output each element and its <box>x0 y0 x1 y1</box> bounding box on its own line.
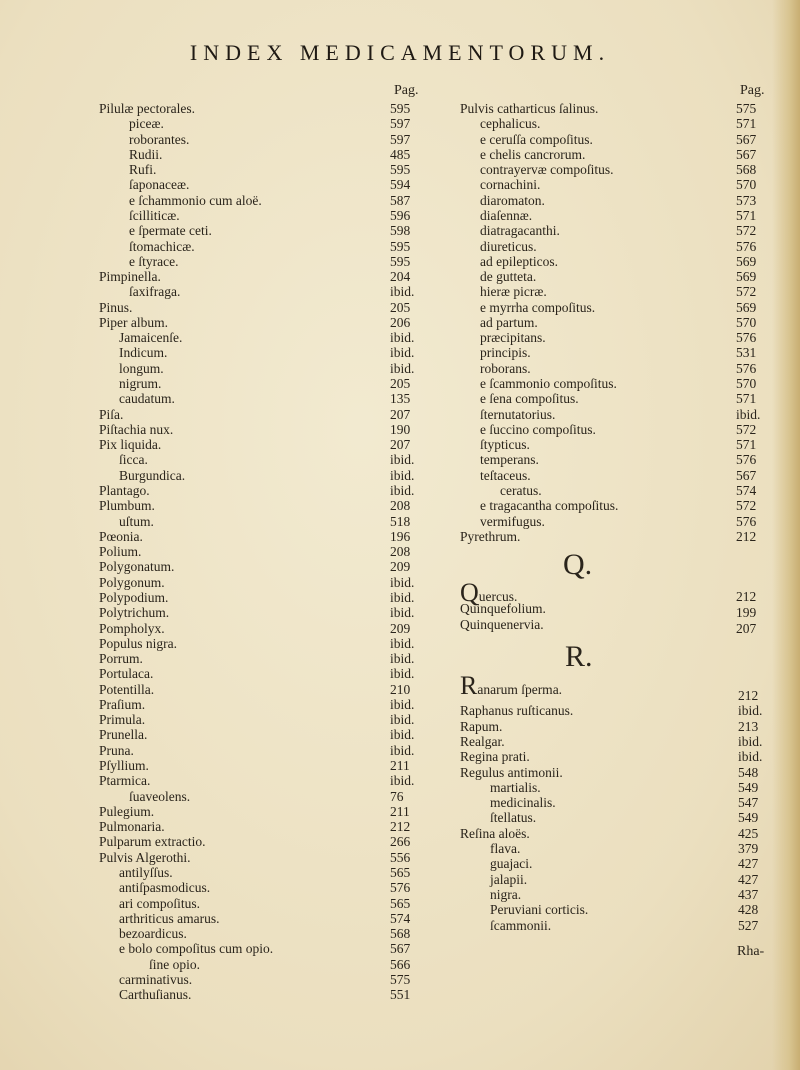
index-entry <box>490 887 521 903</box>
index-entry: Praſium. <box>99 696 146 712</box>
page-number: ibid. <box>736 406 761 422</box>
page-number: ibid. <box>390 666 415 682</box>
index-entry: e ſpermate ceti. <box>129 223 212 239</box>
page-number: 570 <box>736 314 757 330</box>
page-number: 595 <box>390 238 411 254</box>
page-number: 199 <box>736 605 757 620</box>
page-number: 569 <box>736 253 757 269</box>
page-number: 595 <box>390 101 411 116</box>
index-entry: Carthuſianus. <box>119 987 192 1003</box>
entry-text: Quinquenervia. <box>460 617 544 632</box>
index-entry: ſternutatorius. <box>480 406 556 422</box>
page-number: 208 <box>390 498 411 514</box>
index-entry: e chelis cancrorum. <box>480 146 586 162</box>
page-number: 572 <box>736 223 757 239</box>
page-number: 572 <box>736 421 757 437</box>
index-entry: Primula. <box>99 712 146 728</box>
index-entry: præcipitans. <box>480 330 546 346</box>
entry-text: uercus. <box>478 589 518 604</box>
page-number: 190 <box>390 421 411 437</box>
drop-capital: R <box>460 671 478 700</box>
page-title: INDEX MEDICAMENTORUM. <box>189 40 611 65</box>
index-entry: Pinus. <box>99 299 133 315</box>
index-entry: e bolo compoſitus cum opio. <box>119 941 274 957</box>
catchword: Rha- <box>737 944 765 959</box>
page-number: 567 <box>736 131 757 147</box>
index-entry: ſcilliticæ. <box>129 207 180 223</box>
page-number: 574 <box>390 910 411 926</box>
page-number: 209 <box>390 620 411 636</box>
index-entry: uſtum. <box>119 513 154 529</box>
index-entry: principis. <box>480 345 531 361</box>
index-entry: ceratus. <box>500 483 542 498</box>
page-number: 211 <box>390 758 410 774</box>
index-entry: ſtypticus. <box>480 437 530 453</box>
index-entry: de gutteta. <box>480 269 537 285</box>
page-number: 565 <box>390 865 411 880</box>
page-number: 518 <box>390 513 411 529</box>
page-number: 379 <box>738 841 759 856</box>
index-entry: Piſa. <box>99 406 124 422</box>
entry-text: Regulus antimonii. <box>460 764 563 780</box>
index-entry: Populus nigra. <box>99 635 178 651</box>
index-entry <box>490 918 551 934</box>
page-number: 212 <box>736 589 757 604</box>
index-entry <box>490 795 556 811</box>
page-number: 576 <box>736 330 757 346</box>
entry-text: martialis. <box>490 779 541 795</box>
index-entry: e myrrha compoſitus. <box>480 299 596 315</box>
page-number: ibid. <box>390 467 415 483</box>
page-number: 567 <box>736 467 757 483</box>
page-number: ibid. <box>390 727 415 743</box>
page-number: 596 <box>390 207 411 223</box>
index-entry <box>490 902 588 918</box>
page-number: ibid. <box>390 483 415 498</box>
index-entry: Pompholyx. <box>99 620 165 636</box>
page-number: ibid. <box>390 345 415 361</box>
page-number: ibid. <box>738 733 763 749</box>
page-number: ibid. <box>390 589 415 605</box>
index-entry: ſicca. <box>119 452 148 468</box>
index-entry: Plantago. <box>99 483 150 498</box>
page-number: ibid. <box>390 651 415 667</box>
index-entry: Indicum. <box>119 345 168 361</box>
page-number: 425 <box>738 825 759 841</box>
page-number: 571 <box>736 207 757 223</box>
index-entry: e ſchammonio cum aloë. <box>129 192 262 208</box>
index-entry: roborantes. <box>129 131 190 147</box>
page-number: ibid. <box>390 712 415 728</box>
index-entry: ad epilepticos. <box>480 253 558 269</box>
page-number: ibid. <box>390 574 415 590</box>
index-entry: e ſcammonio compoſitus. <box>480 376 617 392</box>
page-number: 207 <box>390 406 411 422</box>
page-number: ibid. <box>390 360 415 376</box>
page-number: 135 <box>390 391 411 407</box>
page-number: 207 <box>736 621 757 636</box>
index-entry: ſaxifraga. <box>129 284 181 300</box>
page-number: 574 <box>736 483 757 498</box>
page-number: 213 <box>738 718 759 734</box>
page-number: 594 <box>390 177 411 193</box>
page-number: 549 <box>738 779 759 795</box>
page-number: 569 <box>736 299 757 315</box>
entry-text: Raphanus ruſticanus. <box>460 703 574 719</box>
index-entry: ſaponaceæ. <box>129 177 190 193</box>
index-entry <box>460 703 573 719</box>
index-entry: ari compoſitus. <box>119 895 200 911</box>
index-entry: antiſpasmodicus. <box>119 880 211 896</box>
right-pag-label: Pag. <box>740 83 765 98</box>
page-number: 568 <box>736 162 757 178</box>
page-number: 205 <box>390 299 411 315</box>
index-entry: Pilulæ pectorales. <box>99 101 195 116</box>
page-number: 573 <box>736 192 757 208</box>
page-number: ibid. <box>390 773 415 789</box>
page-number: 212 <box>736 528 757 544</box>
page-number: ibid. <box>390 635 415 651</box>
index-entry: Polygonatum. <box>99 559 175 575</box>
entry-text: ſcammonii. <box>490 917 552 933</box>
index-entry <box>460 749 530 765</box>
index-entry: e ſena compoſitus. <box>480 391 579 407</box>
page-number: 595 <box>390 253 411 269</box>
index-entry: Pulegium. <box>99 803 155 819</box>
index-entry: Pulparum extractio. <box>99 834 206 850</box>
page-number: 575 <box>390 971 411 987</box>
entry-text: medicinalis. <box>490 795 556 811</box>
index-entry: cornachini. <box>480 177 541 193</box>
page-number: 565 <box>390 895 411 911</box>
index-entry: vermifugus. <box>480 513 545 529</box>
index-entry: ſtomachicæ. <box>129 238 195 254</box>
index-entry: piceæ. <box>129 116 164 132</box>
entry-text: Reſina aloës. <box>460 825 530 841</box>
page-number: 576 <box>390 880 411 896</box>
page-number: 597 <box>390 131 411 147</box>
index-entry: e ſtyrace. <box>129 253 179 269</box>
index-entry: arthriticus amarus. <box>119 910 220 926</box>
index-entry: diureticus. <box>480 238 537 254</box>
index-entry: Polypodium. <box>99 589 169 605</box>
index-entry: diatragacanthi. <box>480 223 560 239</box>
index-entry: roborans. <box>480 360 531 376</box>
page-number: 485 <box>390 146 411 162</box>
page-number: ibid. <box>738 749 763 765</box>
index-entry <box>490 841 520 857</box>
page-number: 206 <box>390 314 411 330</box>
page-number: 208 <box>390 544 411 560</box>
index-entry: longum. <box>119 360 164 376</box>
page-number: 204 <box>390 269 411 285</box>
index-entry: antilyſſus. <box>119 865 173 880</box>
index-entry: contrayervæ compoſitus. <box>480 162 614 178</box>
index-entry: Pulvis Algerothi. <box>99 849 191 865</box>
index-entry: Porrum. <box>99 651 143 667</box>
index-entry <box>460 719 502 735</box>
index-entry: Pix liquida. <box>99 437 162 453</box>
index-entry: Potentilla. <box>99 681 155 697</box>
section-letter-q: Q. <box>563 548 593 581</box>
entry-text: guajaci. <box>490 856 533 872</box>
page-number: ibid. <box>390 696 415 712</box>
page-number: 427 <box>738 871 759 887</box>
index-entry: temperans. <box>480 452 539 468</box>
entry-text: Regina prati. <box>460 749 530 765</box>
index-entry: caudatum. <box>119 391 175 407</box>
index-entry: e ſuccino compoſitus. <box>480 421 596 437</box>
page-number: ibid. <box>390 742 415 758</box>
page-number: 76 <box>390 788 404 804</box>
page-number: 211 <box>390 803 410 819</box>
page-number: 595 <box>390 162 411 178</box>
index-entry: Piper album. <box>99 314 168 330</box>
entry-text: Peruviani corticis. <box>490 902 589 918</box>
index-entry: Polium. <box>99 544 142 560</box>
index-entry: Rudii. <box>129 146 163 162</box>
index-entry <box>460 617 544 633</box>
page-number: 547 <box>738 795 759 811</box>
index-entry: teſtaceus. <box>480 467 531 483</box>
page-number: 266 <box>390 834 411 850</box>
entry-text: anarum ſperma. <box>477 682 563 697</box>
index-entry: Portulaca. <box>99 666 154 682</box>
page-number: 576 <box>736 452 757 468</box>
index-entry: hieræ picræ. <box>480 284 547 300</box>
entry-text: Rapum. <box>460 718 503 734</box>
page-number: 569 <box>736 269 757 285</box>
index-entry: Jamaicenſe. <box>119 330 183 346</box>
index-entry: Pſyllium. <box>99 758 149 774</box>
page-number: 572 <box>736 284 757 300</box>
index-entry <box>460 765 563 781</box>
page-number: ibid. <box>390 330 415 346</box>
entry-text: Realgar. <box>460 733 505 749</box>
page-edge <box>772 0 800 1070</box>
index-entry: diaſennæ. <box>480 207 533 223</box>
page-number: 210 <box>390 681 411 697</box>
entry-text: ſtellatus. <box>490 810 537 826</box>
index-entry: Polygonum. <box>99 574 165 590</box>
index-entry: bezoardicus. <box>119 926 187 942</box>
index-entry <box>460 671 563 700</box>
page-number: 576 <box>736 360 757 376</box>
page-number: 209 <box>390 559 411 575</box>
index-entry: Pulmonaria. <box>99 819 165 835</box>
index-entry: diaromaton. <box>480 192 545 208</box>
page-number: 571 <box>736 116 757 132</box>
page-number: 566 <box>390 956 411 972</box>
left-pag-label: Pag. <box>394 83 419 98</box>
section-letter-r: R. <box>565 640 593 673</box>
page-number: 437 <box>738 886 759 902</box>
page-number: 597 <box>390 116 411 132</box>
index-entry: Pœonia. <box>99 528 143 544</box>
index-entry: nigrum. <box>119 376 162 392</box>
page-number: ibid. <box>390 452 415 468</box>
page-number: 571 <box>736 391 757 407</box>
index-entry: e tragacantha compoſitus. <box>480 498 619 514</box>
page-number: 531 <box>736 345 757 361</box>
page-number: 549 <box>738 810 759 826</box>
page-number: 576 <box>736 513 757 529</box>
drop-capital: Q <box>460 578 479 607</box>
index-entry: cephalicus. <box>480 116 541 132</box>
index-entry <box>460 601 546 617</box>
entry-text: flava. <box>490 841 521 856</box>
entry-text: jalapii. <box>490 871 528 887</box>
page-number: 570 <box>736 376 757 392</box>
index-entry: Pyrethrum. <box>460 528 521 544</box>
entry-text: Quinquefolium. <box>460 601 546 616</box>
page-number: 551 <box>390 987 411 1003</box>
index-entry: Piſtachia nux. <box>99 421 174 437</box>
index-entry <box>460 734 505 750</box>
page-number: 587 <box>390 192 411 208</box>
index-entry: Plumbum. <box>99 498 155 514</box>
index-entry: ad partum. <box>480 314 538 330</box>
page-number: 598 <box>390 223 411 239</box>
page-number: 205 <box>390 376 411 392</box>
index-entry: Burgundica. <box>119 467 186 483</box>
page-number: 568 <box>390 926 411 942</box>
index-entry <box>490 856 532 872</box>
page-number: 207 <box>390 437 411 453</box>
index-entry: Pruna. <box>99 742 134 758</box>
index-entry <box>460 826 530 842</box>
page-number: 567 <box>736 146 757 162</box>
index-entry <box>490 810 536 826</box>
page-number: 576 <box>736 238 757 254</box>
index-entry: Polytrichum. <box>99 605 170 621</box>
entry-text: nigra. <box>490 886 522 902</box>
index-entry: ſuaveolens. <box>129 788 191 804</box>
index-entry: Ptarmica. <box>99 773 151 789</box>
index-entry: Pimpinella. <box>99 269 161 285</box>
page-number: 196 <box>390 528 411 544</box>
index-entry: Rufi. <box>129 162 157 178</box>
page-number: 570 <box>736 177 757 193</box>
page-number: 527 <box>738 917 759 933</box>
index-entry: ſine opio. <box>149 956 200 972</box>
page-number: 567 <box>390 941 411 957</box>
index-entry: carminativus. <box>119 971 193 987</box>
page-number: 556 <box>390 849 411 865</box>
page-number: 212 <box>738 688 759 703</box>
page-number: ibid. <box>390 605 415 621</box>
index-entry: e ceruſſa compoſitus. <box>480 131 593 147</box>
page-number: 428 <box>738 902 759 918</box>
index-entry: Pulvis catharticus ſalinus. <box>460 101 599 116</box>
page-number: 212 <box>390 819 411 835</box>
index-entry <box>490 780 541 796</box>
page-number: ibid. <box>738 703 763 719</box>
page-number: ibid. <box>390 284 415 300</box>
index-entry: Prunella. <box>99 727 148 743</box>
page-number: 572 <box>736 498 757 514</box>
page-number: 575 <box>736 101 757 116</box>
page-number: 427 <box>738 856 759 872</box>
index-entry <box>490 872 527 888</box>
page-number: 548 <box>738 764 759 780</box>
page-number: 571 <box>736 437 757 453</box>
